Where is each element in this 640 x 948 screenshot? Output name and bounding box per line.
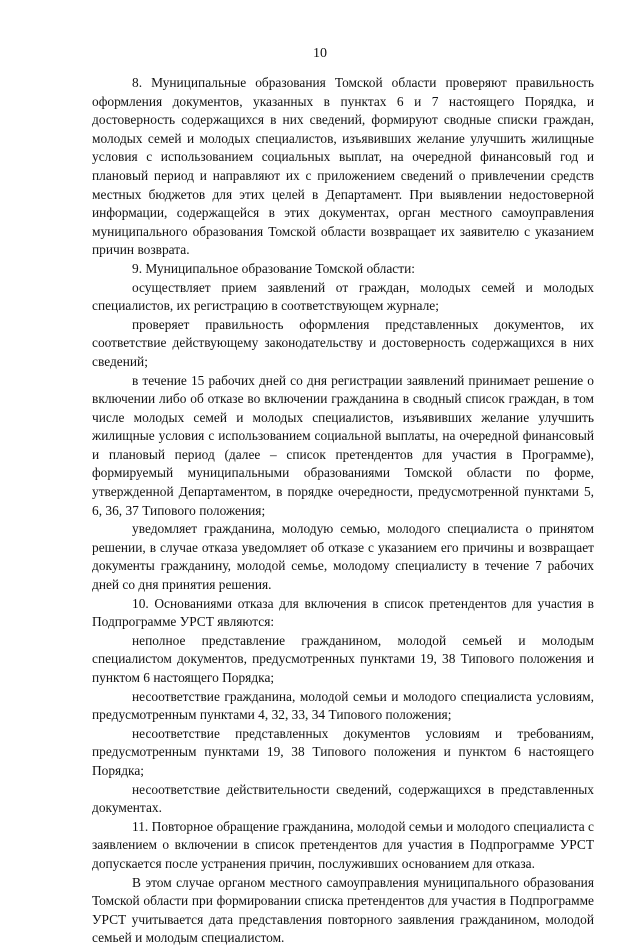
paragraph-10-item-conditions: несоответствие гражданина, молодой семьи и молодого специалиста условиям, предусмотренным пунктами 4, 32, 33, 34 Типового положения;	[92, 688, 594, 723]
paragraph-9: 9. Муниципальное образование Томской области:	[132, 260, 415, 276]
document-body	[92, 74, 594, 948]
paragraph-10-item-incomplete: неполное представление гражданином, молодой семьей и молодым специалистом документов, предусмотренных пунктами 19, 38 Типового положения и пунктом 6 настоящего Порядка;	[92, 632, 594, 685]
paragraph-9-item-notify: уведомляет гражданина, молодую семью, молодого специалиста о принятом решении, в случае отказа уведомляет об отказе с указанием его причины и возвращает документы гражданину, молодой семье, молодому специалисту в течение 7 рабочих дней со дня принятия решения.	[92, 521, 594, 593]
paragraph-11: 11. Повторное обращение гражданина, молодой семьи и молодого специалиста с заявлением о включении в список претендентов для участия в Подпрограмме УРСТ допускается после устранения причин, послуживших основанием для отказа.	[92, 818, 594, 871]
paragraph-10-item-false-info: несоответствие действительности сведений, содержащихся в представленных документах.	[92, 781, 594, 816]
paragraph-11-note: В этом случае органом местного самоуправления муниципального образования Томской области при формировании списка претендентов для участия в Подпрограмме УРСТ учитывается дата представления повторного заявления гражданином, молодой семьей и молодым специалистом.	[92, 874, 594, 946]
paragraph-9-item-accept: осуществляет прием заявлений от граждан, молодых семей и молодых специалистов, их регистрацию в соответствующем журнале;	[92, 279, 594, 314]
paragraph-8: 8. Муниципальные образования Томской области проверяют правильность оформления документов, указанных в пунктах 6 и 7 настоящего Порядка, и достоверность содержащихся в них сведений, формируют сводные списки граждан, молодых семей и молодых специалистов, изъявивших желание улучшить жилищные условия с использованием социальных выплат, на очередной финансовый год и плановый период и направляют их с приложением сведений о привлечении средств местных бюджетов для этих целей в Департамент. При выявлении недостоверной информации, содержащейся в этих документах, орган местного самоуправления муниципального образования Томской области возвращает их заявителю с указанием причин возврата.	[92, 75, 594, 258]
paragraph-9-item-decision: в течение 15 рабочих дней со дня регистрации заявлений принимает решение о включении либо об отказе во включении гражданина в сводный список граждан, в том числе молодых семей и молодых специалистов, изъявивших желание улучшить жилищные условия с использованием социальной выплаты, на очередной финансовый и плановый период (далее – список претендентов для участия в Программе), формируемый муниципальными образованиями Томской области по форме, утвержденной Департаментом, в порядке очередности, предусмотренной пунктами 5, 6, 36, 37 Типового положения;	[92, 372, 594, 518]
paragraph-10-item-documents: несоответствие представленных документов условиям и требованиям, предусмотренным пунктами 19, 38 Типового положения и пунктом 6 настоящего Порядка;	[92, 725, 594, 778]
page-number: 10	[313, 46, 327, 61]
paragraph-9-item-verify: проверяет правильность оформления представленных документов, их соответствие действующему законодательству и достоверность содержащихся в них сведений;	[92, 316, 594, 369]
paragraph-10: 10. Основаниями отказа для включения в список претендентов для участия в Подпрограмме УРСТ являются:	[92, 595, 594, 630]
